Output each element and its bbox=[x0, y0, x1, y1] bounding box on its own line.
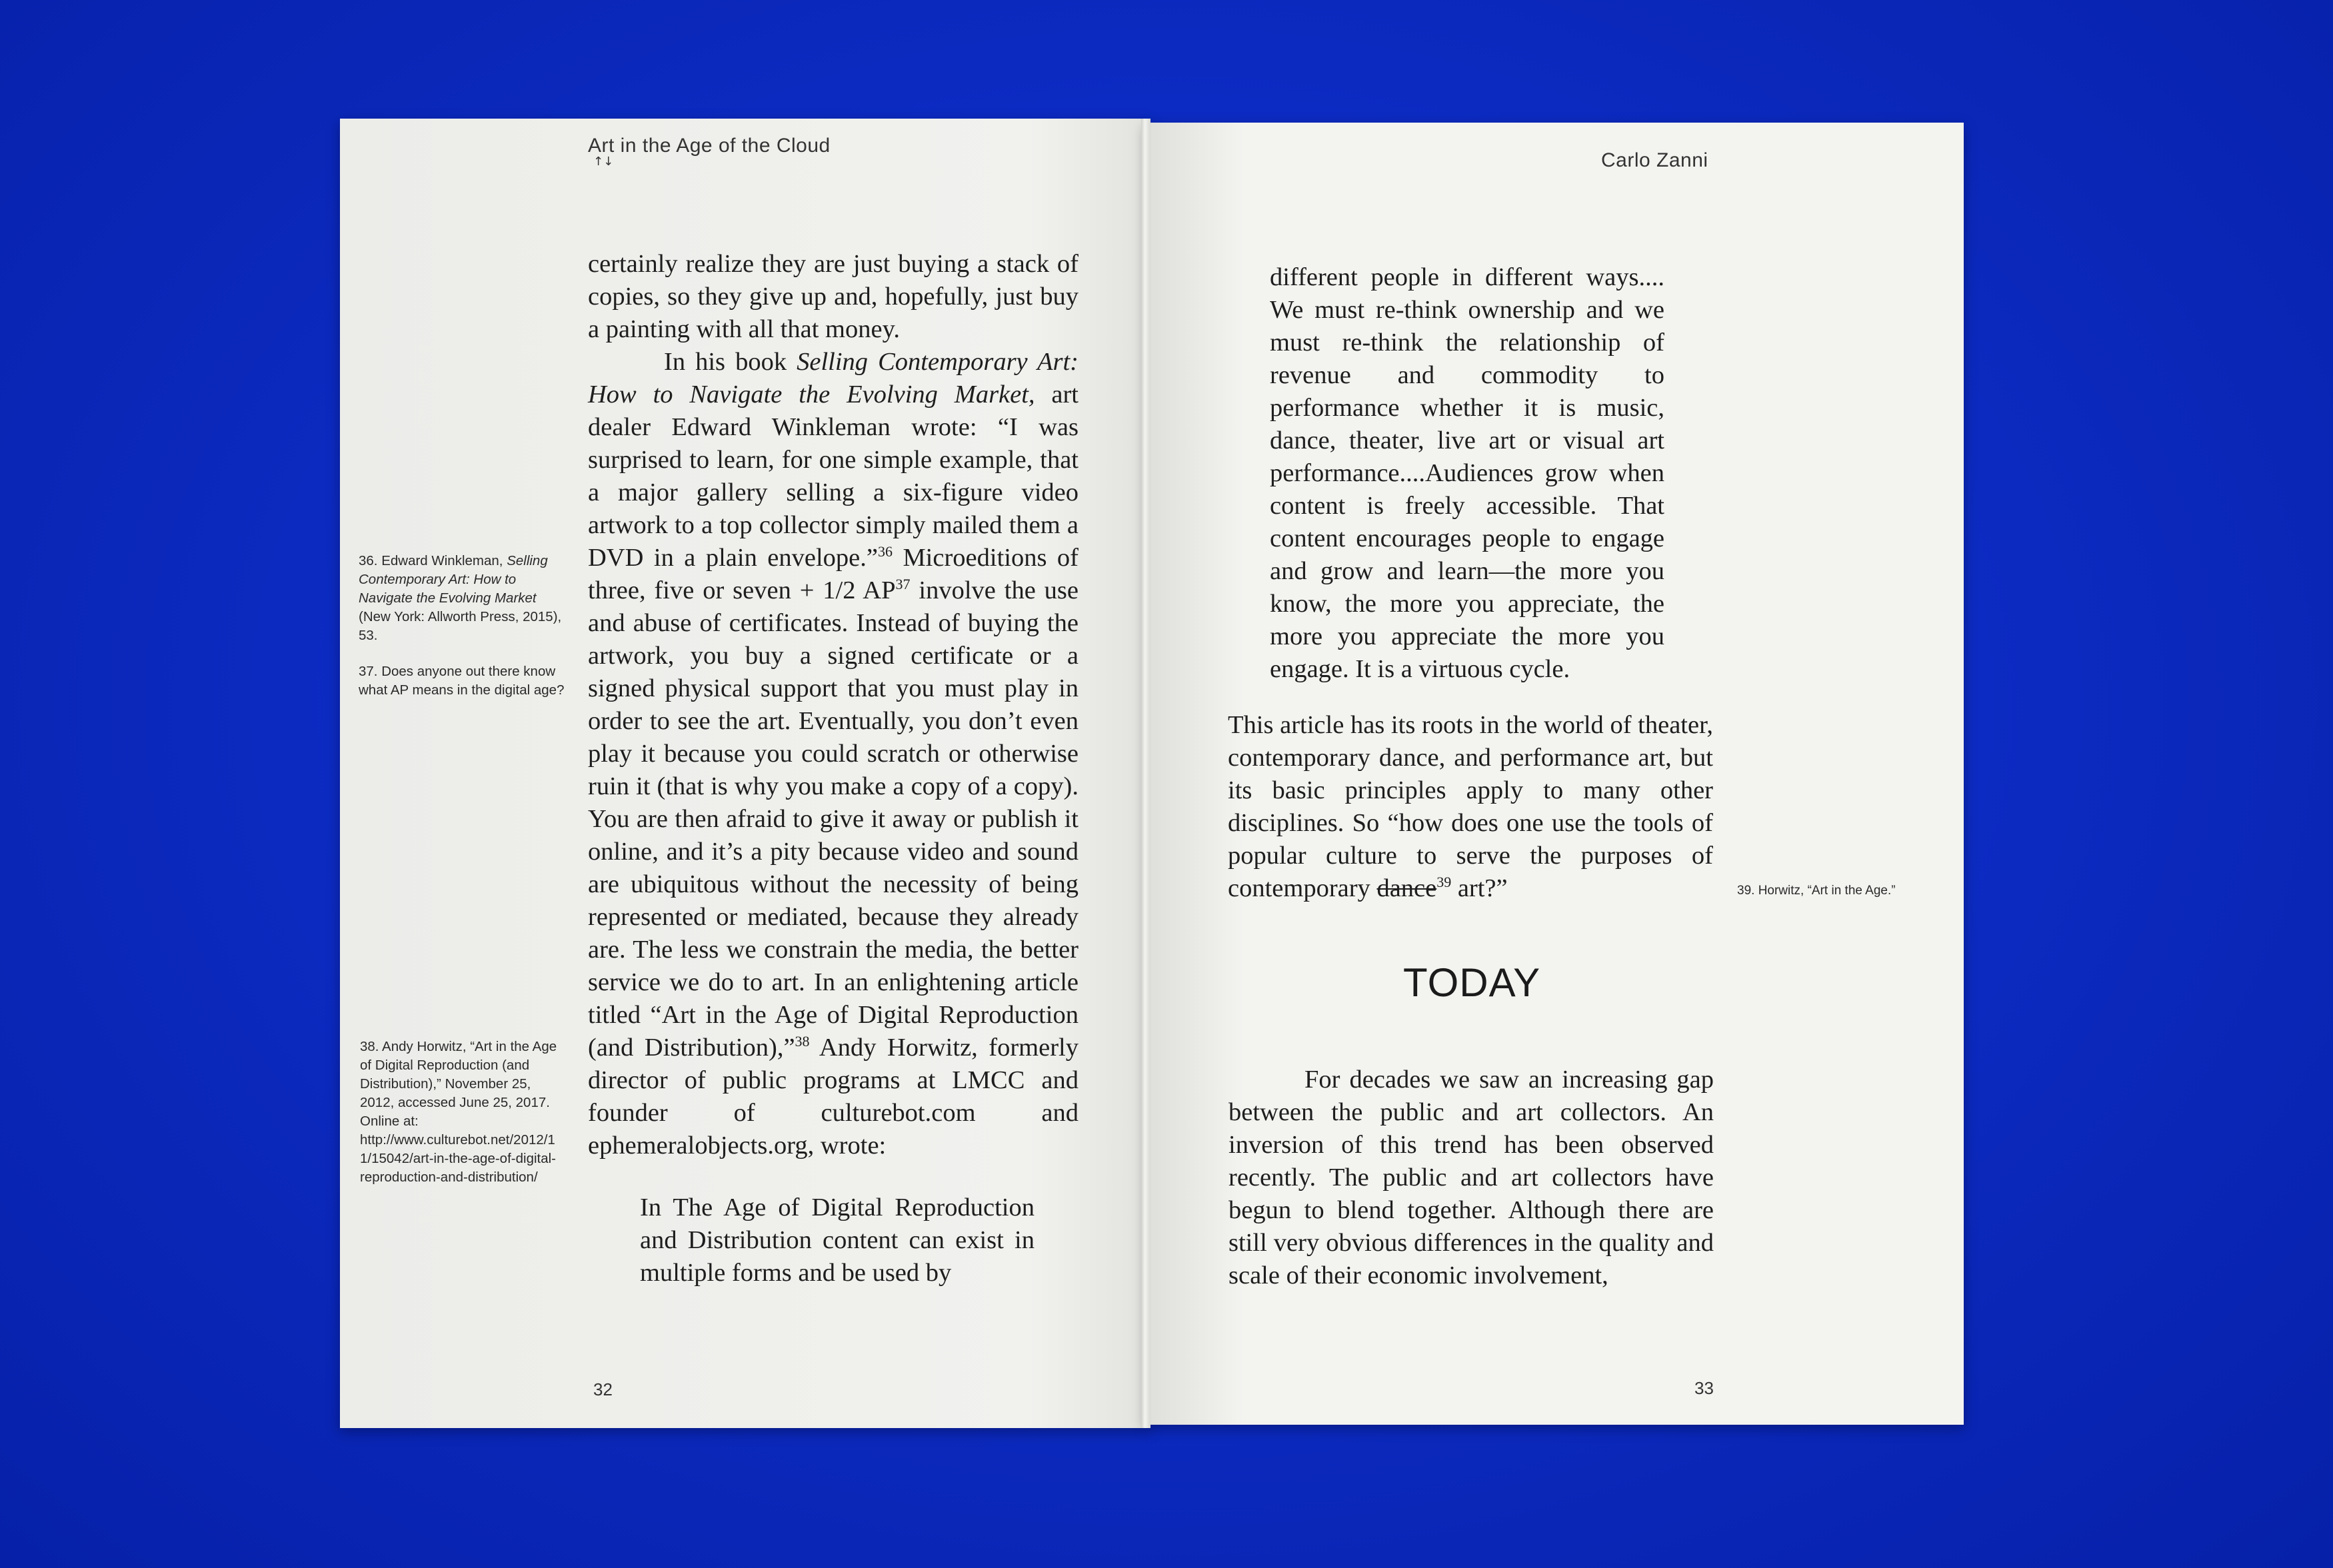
footnote-37: 37. Does anyone out there know what AP means in the digital age? bbox=[359, 664, 565, 698]
section-heading: TODAY bbox=[1403, 960, 1541, 1005]
running-head-right: Carlo Zanni bbox=[1601, 149, 1708, 171]
left-paragraph-2 bbox=[588, 346, 1079, 1162]
left-body-text bbox=[588, 248, 1079, 1162]
text-run: (New York: Allworth Press, 2015), 53. bbox=[359, 609, 562, 643]
text-run: This article has its roots in the world of theater, contemporary dance, and performance art, but its basic principles apply to many other disciplines. So “how does one use the tools of popular culture to serve the purposes of contemporary bbox=[1228, 711, 1713, 902]
page-number-left: 32 bbox=[593, 1379, 613, 1399]
paragraph-today: For decades we saw an increasing gap between the public and art collectors. An inversion of this trend has been observed recently. The public and art collectors have begun to blend together. Although there are still very obvious differences in the quality and scale of their economic involvement, bbox=[1228, 1066, 1714, 1289]
footnote-38 bbox=[360, 1038, 560, 1204]
text-run: Microeditions of three, five or seven + 1/2 AP bbox=[588, 544, 1079, 604]
right-paragraph-2 bbox=[1228, 1064, 1714, 1292]
arrows-icon: ↑↓ bbox=[593, 155, 614, 169]
running-head-left: Art in the Age of the Cloud bbox=[588, 135, 831, 157]
footnotes-36-37 bbox=[359, 552, 565, 717]
book-title: Selling Contemporary Art: How to Navigate the Evolving Market, bbox=[588, 348, 1079, 408]
footnote-title: Selling Contemporary Art: How to Navigate the Evolving Market bbox=[359, 553, 548, 606]
right-paragraph-1 bbox=[1228, 709, 1713, 905]
footnote-ref: 38 bbox=[795, 1033, 810, 1050]
left-paragraph-1: certainly realize they are just buying a stack of copies, so they give up and, hopefully, just buy a painting with all that money. bbox=[588, 250, 1079, 343]
struck-word: dance bbox=[1376, 874, 1437, 902]
text-run: art?” bbox=[1451, 874, 1508, 902]
footnote-ref: 36 bbox=[877, 543, 893, 560]
footnote-ref: 39 bbox=[1436, 874, 1452, 891]
text-run: Andy Horwitz, formerly director of public programs at LMCC and founder of culturebot.com and ephemeralobjects.org, wrote: bbox=[588, 1034, 1079, 1160]
book-spine bbox=[1141, 119, 1151, 1428]
text-run: In his book bbox=[664, 348, 797, 376]
block-quote: In The Age of Digital Reproduction and Distribution content can exist in multiple forms and be used by bbox=[640, 1193, 1035, 1287]
footnote-ref: 37 bbox=[895, 576, 911, 593]
footnote-36 bbox=[359, 552, 565, 645]
footnote-38-text: 38. Andy Horwitz, “Art in the Age of Digital Reproduction (and Distribution),” November 25, 2012, accessed June 25, 2017. Online at: http://www.culturebot.net/2012/11/15042/art-in-the-age-of-digital-reproduction-and-distribution/ bbox=[360, 1039, 557, 1185]
text-run: 36. Edward Winkleman, bbox=[359, 553, 507, 568]
block-quote-continued: different people in different ways.... We must re-think ownership and we must re-think the relationship of revenue and commodity to performance whether it is music, dance, theater, live art or visual art performance....Audiences grow when content is freely accessible. That content encourages people to engage and grow and learn—the more you know, the more you appreciate, the more you appreciate the more you engage. It is a virtuous cycle. bbox=[1270, 263, 1664, 683]
text-run: art dealer Edward Winkleman wrote: “I was surprised to learn, for one simple example, that a major gallery selling a six-figure video artwork to a top collector simply mailed them a DVD in a plain envelope.” bbox=[588, 381, 1079, 572]
page-number-right: 33 bbox=[1694, 1378, 1714, 1398]
footnote-39: 39. Horwitz, “Art in the Age.” bbox=[1737, 884, 1896, 898]
text-run: involve the use and abuse of certificates. Instead of buying the artwork, you buy a signed certificate or a signed physical support that you must play in order to see the art. Eventually, you don’t even play it because you could scratch or otherwise ruin it (that is why you make a copy of a copy). You are then afraid to give it away or publish it online, and it’s a pity because video and sound are ubiquitous without the necessity of being represented or mediated, because they already are. The less we constrain the media, the better service we do to art. In an enlightening article titled “Art in the Age of Digital Reproduction (and Distribution),” bbox=[588, 576, 1079, 1062]
